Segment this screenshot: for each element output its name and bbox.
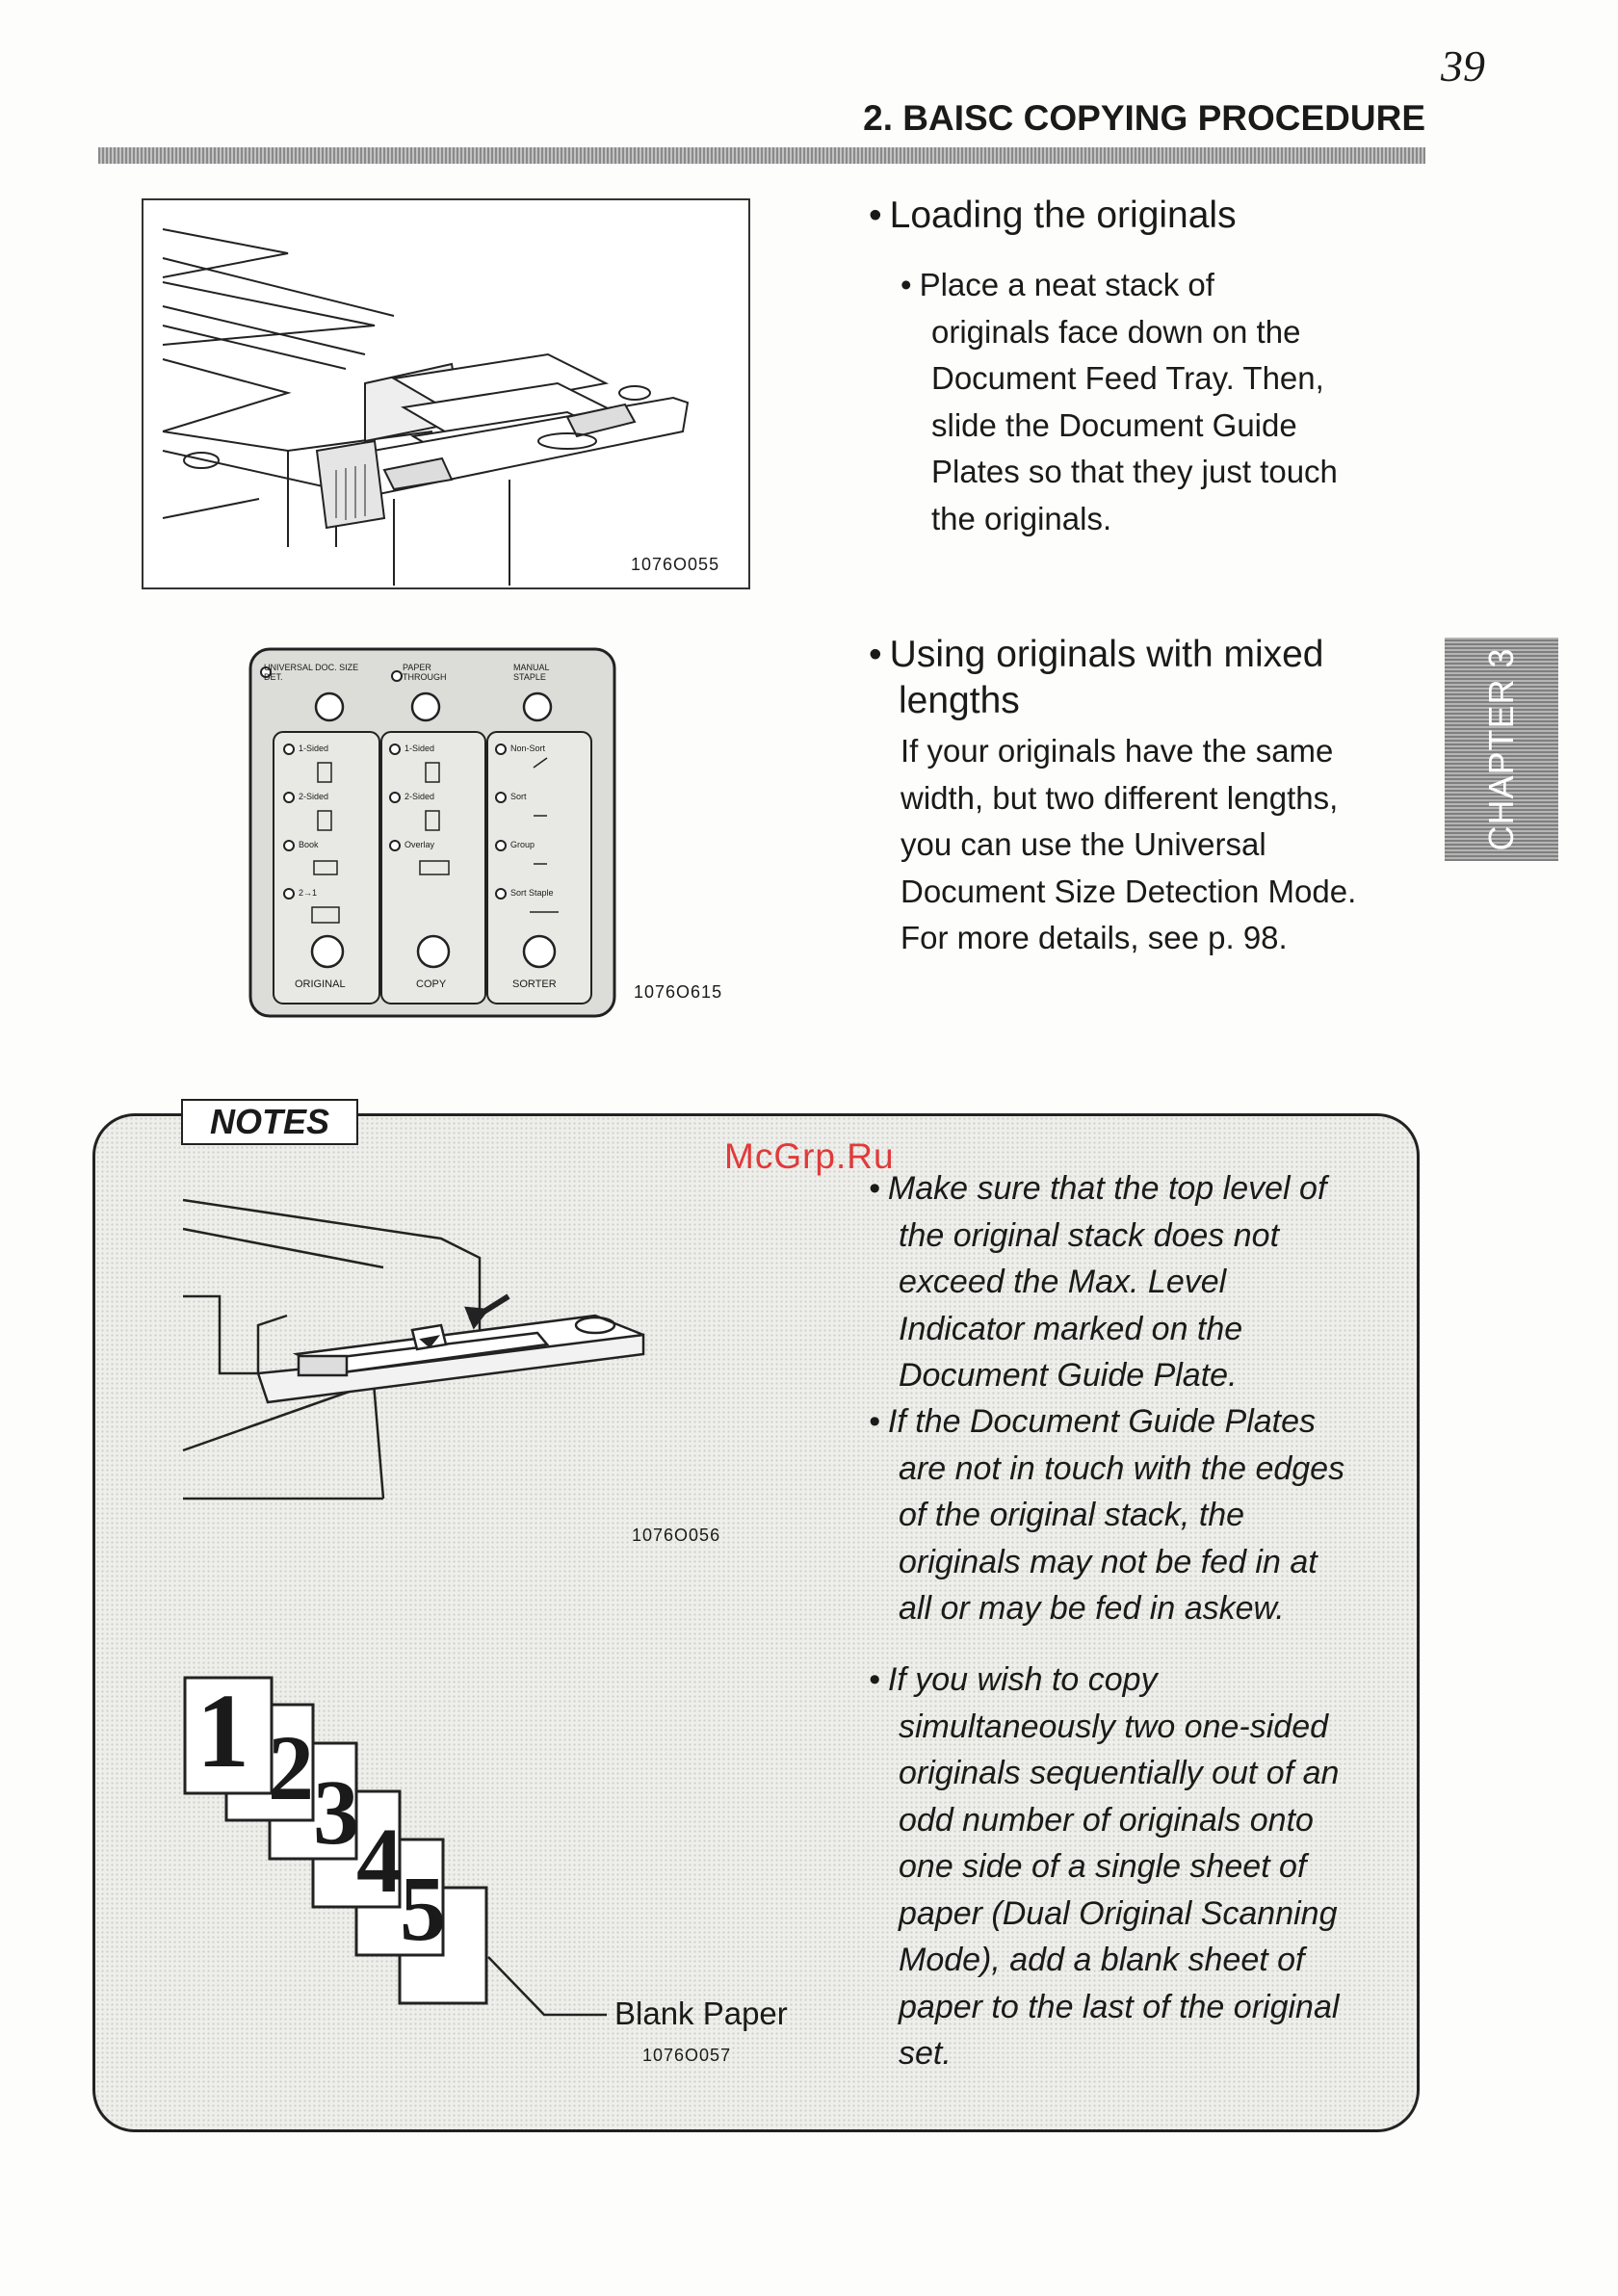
- panel-label: 1-Sided: [404, 744, 435, 753]
- note-line: exceed the Max. Level: [899, 1264, 1227, 1300]
- stack-number: 4: [356, 1809, 403, 1912]
- page-number: 39: [1441, 41, 1485, 91]
- blank-paper-label: Blank Paper: [614, 1996, 788, 2031]
- blank-paper-leader-line: [486, 1955, 621, 2032]
- panel-label: Non-Sort: [510, 744, 546, 753]
- document-feeder-drawing: [144, 200, 748, 587]
- stack-number: 2: [268, 1716, 314, 1819]
- mixed-lengths-text: [900, 728, 1356, 962]
- figure-code: 1076O057: [642, 2046, 732, 2065]
- panel-label: Book: [299, 840, 319, 849]
- note-line: • If the Document Guide Plates: [869, 1398, 1344, 1446]
- note-line: • Make sure that the top level of: [869, 1165, 1326, 1213]
- note-line: simultaneously two one-sided: [899, 1708, 1329, 1745]
- panel-label: Sort Staple: [510, 888, 554, 898]
- stack-number: 1: [196, 1672, 249, 1789]
- loading-line: Document Feed Tray. Then,: [931, 360, 1324, 396]
- stack-number: 3: [313, 1761, 359, 1864]
- header-rule: [98, 147, 1425, 164]
- mixed-line: For more details, see p. 98.: [900, 920, 1288, 955]
- panel-label: ORIGINAL: [295, 978, 346, 990]
- panel-label: Sort: [510, 792, 527, 801]
- loading-line: • Place a neat stack of: [900, 262, 1338, 309]
- note-line: paper (Dual Original Scanning: [899, 1894, 1338, 1932]
- chapter-tab: [1445, 638, 1558, 861]
- control-panel-illustration: [248, 647, 616, 1018]
- panel-label: Overlay: [404, 840, 435, 849]
- loading-instructions: [900, 262, 1338, 542]
- document-feeder-illustration: [142, 198, 750, 589]
- note-line: all or may be fed in askew.: [899, 1590, 1285, 1627]
- note-line: set.: [899, 2035, 952, 2072]
- note-line: one side of a single sheet of: [899, 1848, 1307, 1885]
- figure-code: 1076O056: [632, 1526, 721, 1545]
- figure-code: 1076O055: [631, 555, 720, 574]
- note-line: originals sequentially out of an: [899, 1755, 1340, 1791]
- note-line: the original stack does not: [899, 1216, 1280, 1254]
- panel-label: 2-Sided: [404, 792, 435, 801]
- loading-line: Plates so that they just touch: [931, 454, 1338, 489]
- mixed-line: you can use the Universal: [900, 826, 1266, 862]
- note-line: originals may not be fed in at: [899, 1543, 1318, 1580]
- panel-label: 2→1: [299, 888, 318, 898]
- panel-label: UNIVERSAL DOC. SIZE DET.: [264, 663, 359, 682]
- loading-line: the originals.: [931, 500, 1112, 536]
- panel-label: 2-Sided: [299, 792, 329, 801]
- note-line: odd number of originals onto: [899, 1801, 1314, 1839]
- note-max-level: [869, 1165, 1326, 1399]
- note-dual-scanning: [869, 1657, 1339, 2077]
- panel-label: SORTER: [512, 978, 557, 990]
- panel-label: 1-Sided: [299, 744, 329, 753]
- notes-label: NOTES: [181, 1099, 358, 1145]
- mixed-line: width, but two different lengths,: [900, 779, 1339, 816]
- chapter-tab-label: CHAPTER 3: [1481, 647, 1521, 851]
- chapter-heading: 2. BAISC COPYING PROCEDURE: [863, 98, 1425, 138]
- mixed-title-line: • Using originals with mixed: [869, 632, 1324, 678]
- loading-line: originals face down on the: [931, 313, 1301, 350]
- note-line: Mode), add a blank sheet of: [899, 1942, 1305, 1978]
- section-title-mixed: [869, 632, 1324, 724]
- panel-label: PAPER THROUGH: [403, 663, 447, 682]
- max-level-illustration: [181, 1190, 653, 1526]
- note-line: • If you wish to copy: [869, 1657, 1339, 1704]
- figure-code: 1076O615: [634, 982, 723, 1002]
- panel-label: MANUAL STAPLE: [513, 663, 550, 682]
- mixed-title-line: lengths: [899, 680, 1020, 721]
- note-guide-plates: [869, 1398, 1344, 1632]
- watermark: McGrp.Ru: [724, 1136, 895, 1176]
- note-line: paper to the last of the original: [899, 1988, 1340, 2025]
- mixed-line: Document Size Detection Mode.: [900, 873, 1357, 909]
- note-line: are not in touch with the edges: [899, 1449, 1345, 1487]
- mixed-line: If your originals have the same: [900, 733, 1334, 769]
- section-title-loading: • Loading the originals: [869, 193, 1237, 239]
- note-line: Indicator marked on the: [899, 1310, 1243, 1347]
- loading-line: slide the Document Guide: [931, 406, 1297, 443]
- stack-number: 5: [400, 1857, 446, 1960]
- note-line: Document Guide Plate.: [899, 1357, 1238, 1394]
- panel-label: Group: [510, 840, 535, 849]
- panel-label: COPY: [416, 978, 447, 990]
- note-line: of the original stack, the: [899, 1497, 1245, 1533]
- control-panel-drawing: [248, 647, 616, 1018]
- original-stack-illustration: [183, 1672, 501, 2022]
- max-level-drawing: [181, 1190, 653, 1526]
